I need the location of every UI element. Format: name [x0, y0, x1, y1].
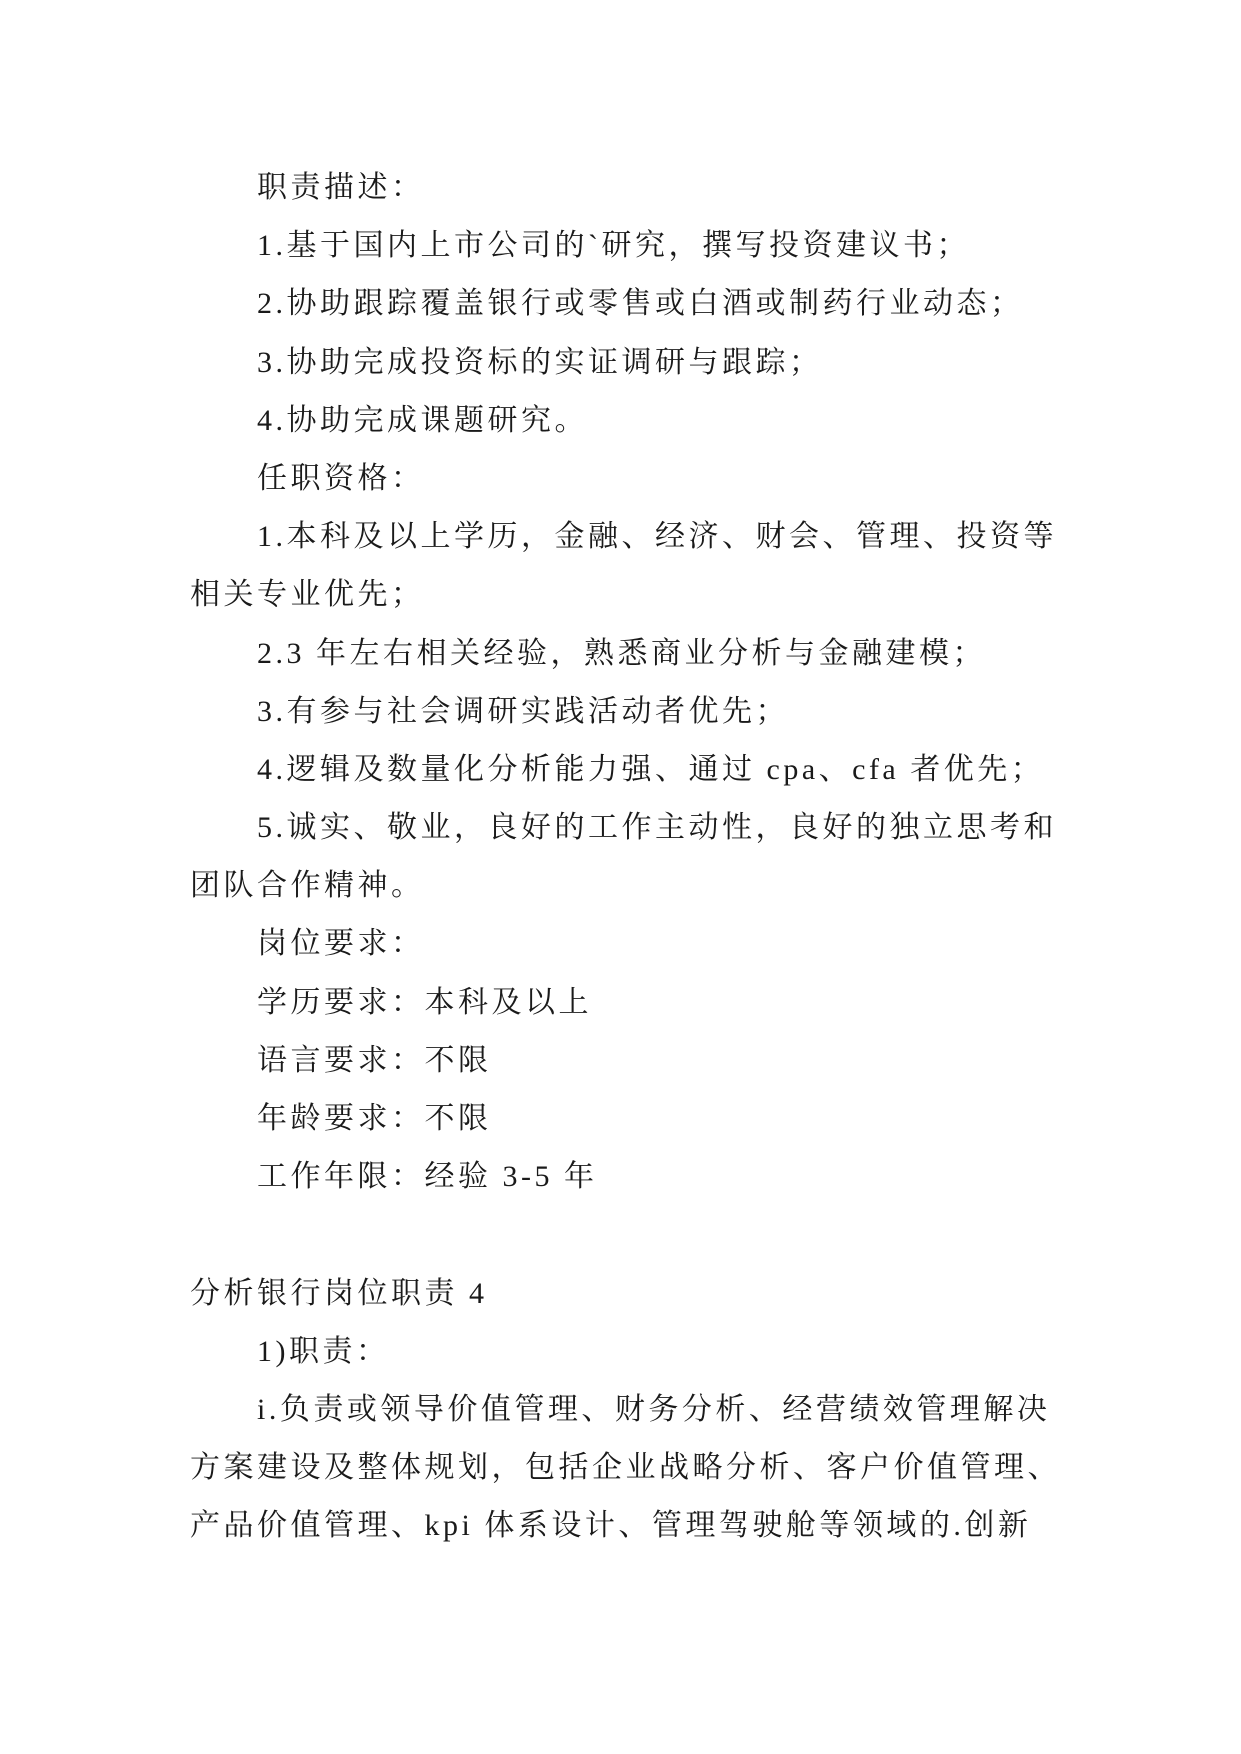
qualifications-heading: 任职资格： [257, 461, 425, 495]
document-body [190, 159, 1150, 1556]
duty-item: 3.协助完成投资标的实证调研与跟踪； [257, 345, 823, 379]
qualification-item: 4.逻辑及数量化分析能力强、通过 cpa、cfa 者优先； [257, 752, 1045, 786]
duty-item: 2.协助跟踪覆盖银行或零售或白酒或制药行业动态； [257, 287, 1024, 321]
responsibility-item-continuation: 产品价值管理、kpi 体系设计、管理驾驶舱等领域的.创新 [190, 1509, 1032, 1543]
requirement-item: 工作年限：经验 3-5 年 [257, 1160, 598, 1194]
qualification-item-continuation: 相关专业优先； [190, 578, 425, 612]
qualification-item: 1.本科及以上学历，金融、经济、财会、管理、投资等 [257, 520, 1057, 554]
qualification-item: 3.有参与社会调研实践活动者优先； [257, 694, 789, 728]
requirements-heading: 岗位要求： [257, 927, 425, 961]
requirement-item: 语言要求：不限 [257, 1043, 492, 1077]
qualification-item: 2.3 年左右相关经验，熟悉商业分析与金融建模； [257, 636, 986, 670]
requirement-item: 年龄要求：不限 [257, 1102, 492, 1135]
responsibility-item: i.负责或领导价值管理、财务分析、经营绩效管理解决 [257, 1392, 1051, 1426]
section-title: 分析银行岗位职责 4 [190, 1276, 488, 1310]
duties-heading: 职责描述： [257, 171, 425, 204]
requirement-item: 学历要求：本科及以上 [257, 985, 592, 1019]
qualification-item-continuation: 团队合作精神。 [190, 869, 425, 903]
duty-item: 4.协助完成课题研究。 [257, 403, 588, 437]
qualification-item: 5.诚实、敬业，良好的工作主动性，良好的独立思考和 [257, 811, 1057, 845]
responsibility-item-continuation: 方案建设及整体规划，包括企业战略分析、客户价值管理、 [190, 1451, 1061, 1485]
duty-item: 1.基于国内上市公司的`研究，撰写投资建议书； [257, 229, 970, 263]
responsibilities-heading: 1)职责： [257, 1334, 390, 1368]
paragraph-spacer [190, 1206, 1150, 1264]
